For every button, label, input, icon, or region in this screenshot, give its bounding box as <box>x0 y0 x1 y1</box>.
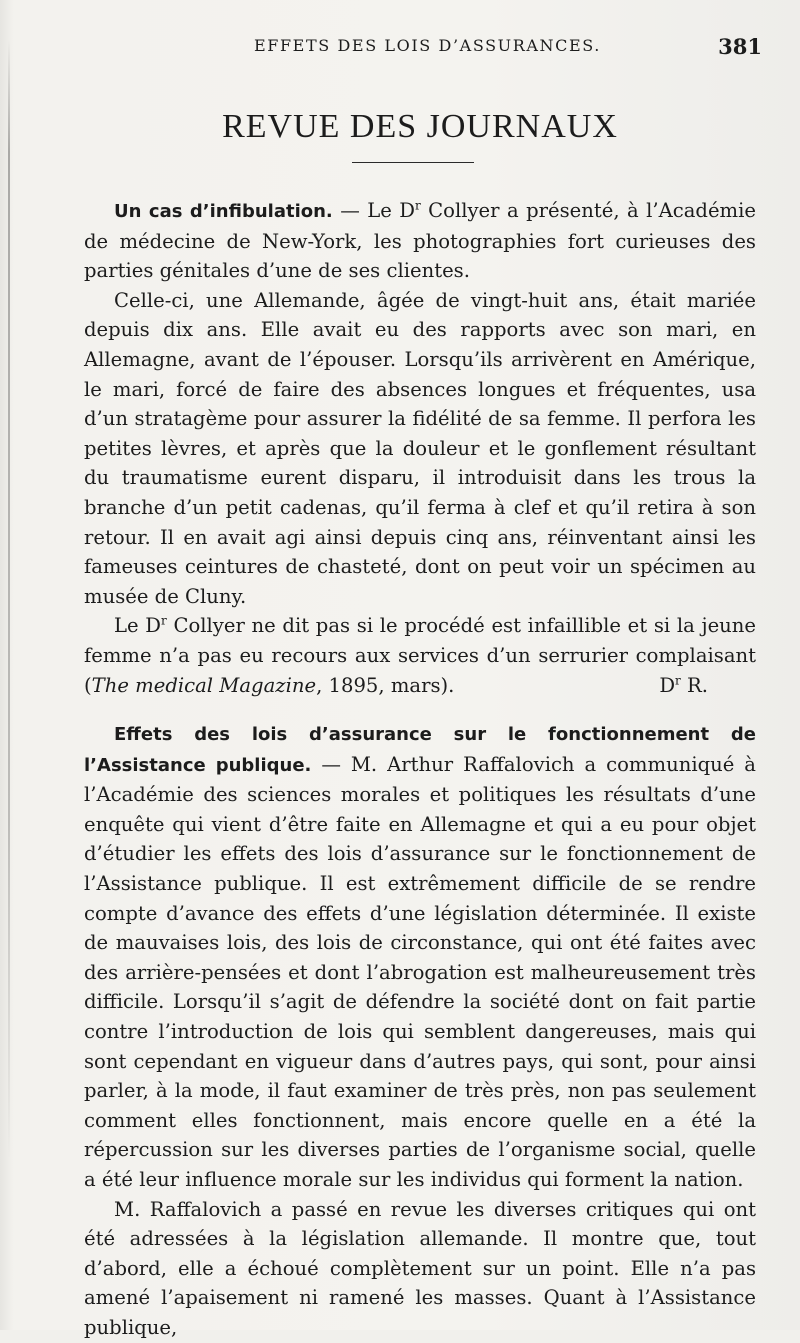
article-2-paragraph-1 <box>84 719 756 1195</box>
running-head-title: EFFETS DES LOIS D’ASSURANCES. <box>254 36 601 55</box>
signature-tail: R. <box>680 673 708 697</box>
article-1-paragraph-1 <box>84 196 756 286</box>
article-1-heading: Un cas d’infibulation. <box>114 201 333 222</box>
running-head <box>82 34 762 64</box>
page-number: 381 <box>718 34 762 59</box>
article-2-text: — M. Arthur Raffalovich a communiqué à l’Académie des sciences morales et politiques les résultats d’une enquête qui vient d’être faite en Allemagne et qui a eu pour objet d’étudier les effets des lois d’assurance sur le fonctionnement de l’Assistance publique. Il est extrêmement difficile de se rendre compte d’avance des effets d’une législation déterminée. Il existe de mauvaises lois, des lois de circonstance, qui ont été faites avec des arrière-pensées et dont l’abrogation est malheureusement très difficile. Lorsqu’il s’agit de défendre la société dont on fait partie contre l’introduction de lois qui semblent dangereuses, mais qui sont cependant en vigueur dans d’autres pays, qui sont, pour ainsi parler, à la mode, il faut examiner de très près, non pas seulement comment elles fonctionnent, mais encore quelle en a été la répercussion sur les diverses parties de l’organisme social, quelle a été leur influence morale sur les individus qui forment la nation. <box>84 752 756 1191</box>
superscript: r <box>161 613 167 628</box>
article-2-paragraph-2-text: M. Raffalovich a passé en revue les diverses critiques qui ont été adressées à la législation allemande. Il montre que, tout d’abord, elle a échoué complètement sur un point. Elle n’a pas amené l’apaisement ni ramené les masses. Quant à l’Assistance publique, <box>84 1197 756 1339</box>
article-1-paragraph-2 <box>84 286 756 612</box>
article-2-paragraph-2 <box>84 1195 756 1343</box>
superscript: r <box>414 198 421 213</box>
article-1-paragraph-2-text: Celle-ci, une Allemande, âgée de vingt-huit ans, était mariée depuis dix ans. Elle avait eu des rapports avec son mari, en Allemagne, avant de l’épouser. Lorsqu’ils arrivèrent en Amérique, le mari, forcé de faire des absences longues et fréquentes, usa d’un stratagème pour assurer la fidélité de sa femme. Il perfora les petites lèvres, et après que la douleur et le gonflement résultant du traumatisme eurent disparu, il introduisit dans les trous la branche d’un petit cadenas, qu’il ferma à clef et qu’il retira à son retour. Il en avait agi ainsi depuis cinq ans, réinventant ainsi les fameuses ceintures de chasteté, dont on peut voir un spécimen au musée de Cluny. <box>84 288 756 608</box>
citation-tail: , 1895, mars). <box>316 673 455 697</box>
article-1-lead: — Le D <box>332 199 415 222</box>
paragraph-text: Collyer ne dit pas si le procédé est infaillible et si la jeune femme n’a pas eu recours aux services d’un serrurier complaisant ( <box>84 614 756 697</box>
title-divider <box>352 162 474 163</box>
paragraph-lead: Le D <box>114 614 162 638</box>
article-1-text: Collyer a présenté, à l’Académie de médecine de New-York, les photographies fort curieuses des parties génitales d’une de ses clientes. <box>84 199 756 283</box>
journal-citation: The medical Magazine <box>91 673 317 697</box>
author-signature <box>629 671 756 701</box>
superscript: r <box>675 672 681 687</box>
article-2-heading: Effets des lois d’assurance sur le fonctionnement de l’Assistance publique. <box>84 724 756 776</box>
signature-lead: D <box>659 673 676 697</box>
page-edge-shadow <box>8 40 10 1160</box>
body-text <box>84 196 756 1343</box>
section-title: REVUE DES JOURNAUX <box>222 108 618 145</box>
article-1-paragraph-3 <box>84 611 756 700</box>
